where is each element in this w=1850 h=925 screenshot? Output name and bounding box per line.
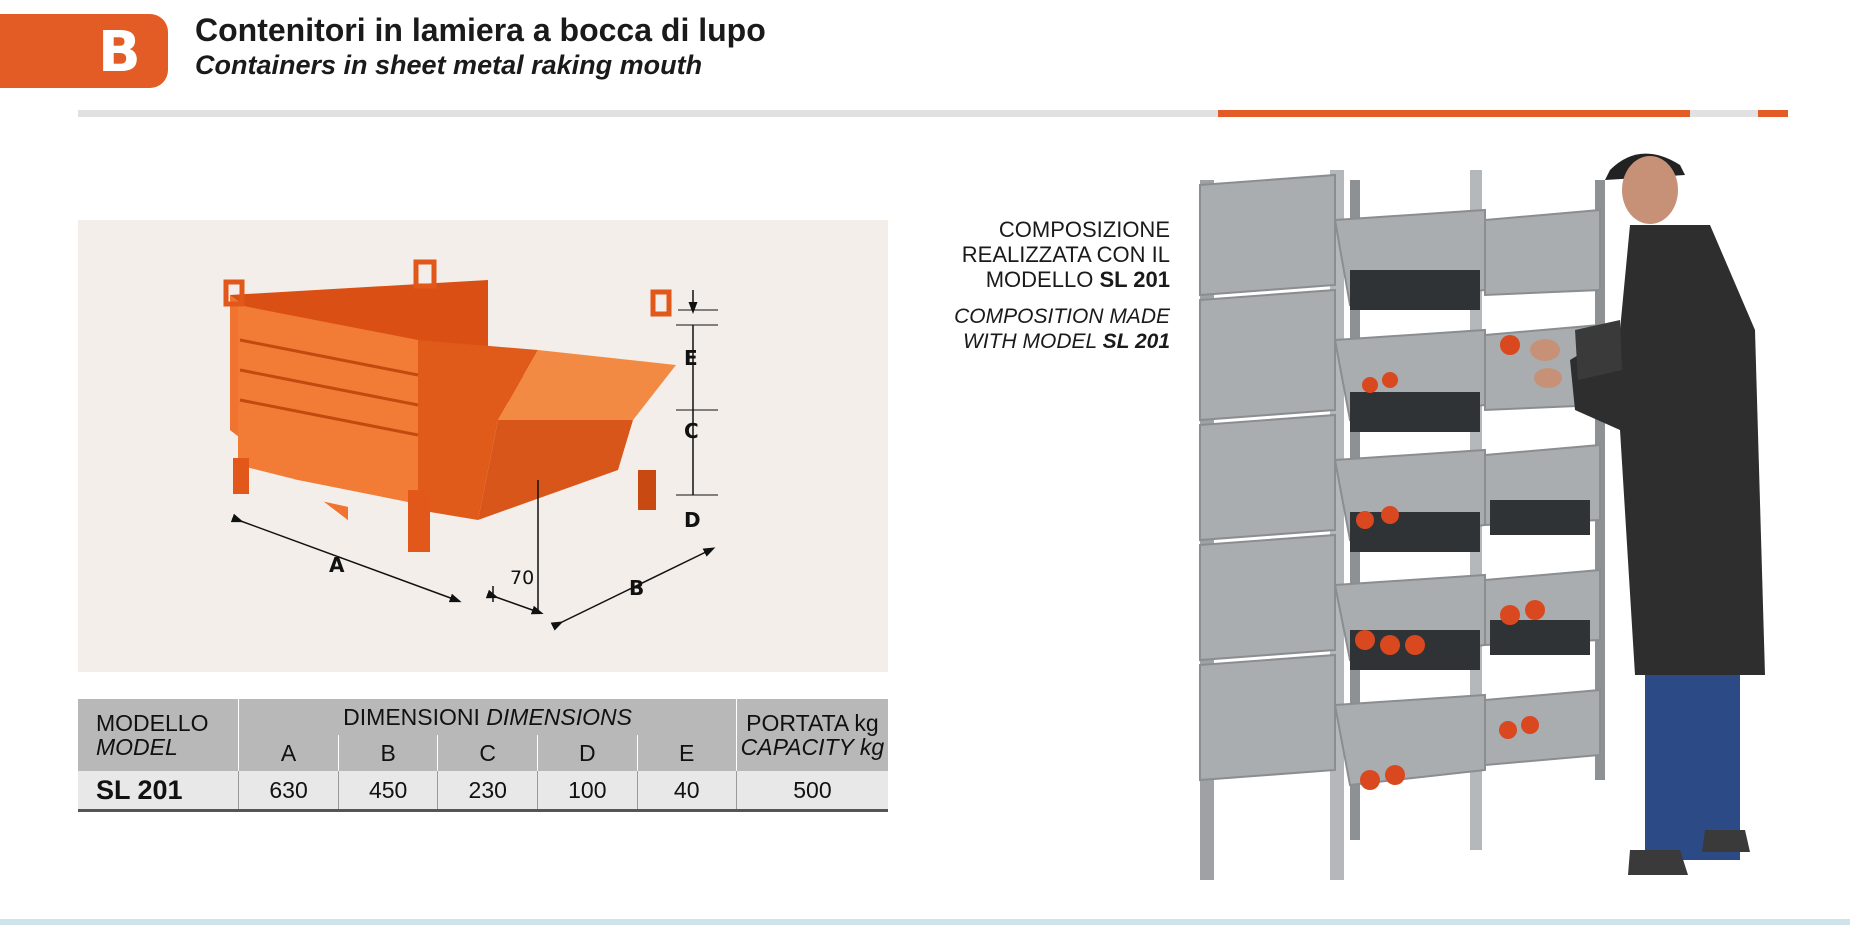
rack-composition-photo <box>1190 130 1810 910</box>
composition-caption <box>954 217 1170 354</box>
value-c: 230 <box>438 771 538 811</box>
container-drawing <box>78 220 888 672</box>
column-header-a: A <box>239 735 339 771</box>
header-rule-accent <box>1218 110 1690 117</box>
header-rule-accent-small <box>1758 110 1788 117</box>
table-row <box>78 771 888 811</box>
value-d: 100 <box>538 771 638 811</box>
capacity-header: PORTATA kg CAPACITY kg <box>736 699 888 771</box>
model-cell: SL 201 <box>78 771 239 811</box>
dimension-lip-label: 70 <box>510 567 535 589</box>
column-header-e: E <box>637 735 736 771</box>
column-header-b: B <box>338 735 438 771</box>
value-e: 40 <box>637 771 736 811</box>
caption-english: COMPOSITION MADE WITH MODEL SL 201 <box>954 305 1170 353</box>
page-title: Contenitori in lamiera a bocca di lupo <box>195 12 766 48</box>
spec-table <box>78 699 888 812</box>
caption-italian: COMPOSIZIONE REALIZZATA CON IL MODELLO SL 201 <box>961 217 1170 292</box>
value-b: 450 <box>338 771 438 811</box>
dimension-a-label: A <box>329 553 345 577</box>
page-subtitle: Containers in sheet metal raking mouth <box>195 50 703 80</box>
dimension-c-label: C <box>684 419 699 443</box>
dimension-d-label: D <box>684 508 701 532</box>
dimension-b-label: B <box>629 576 645 600</box>
dimensions-header: DIMENSIONI DIMENSIONS <box>239 699 737 735</box>
column-header-c: C <box>438 735 538 771</box>
model-header: MODELLO MODEL <box>78 699 239 771</box>
technical-drawing <box>78 220 888 672</box>
column-header-d: D <box>538 735 638 771</box>
bottom-strip <box>0 919 1850 925</box>
value-a: 630 <box>239 771 339 811</box>
section-badge <box>0 14 168 88</box>
dimension-e-label: E <box>684 346 698 370</box>
section-letter: B <box>98 20 141 85</box>
value-capacity: 500 <box>736 771 888 811</box>
